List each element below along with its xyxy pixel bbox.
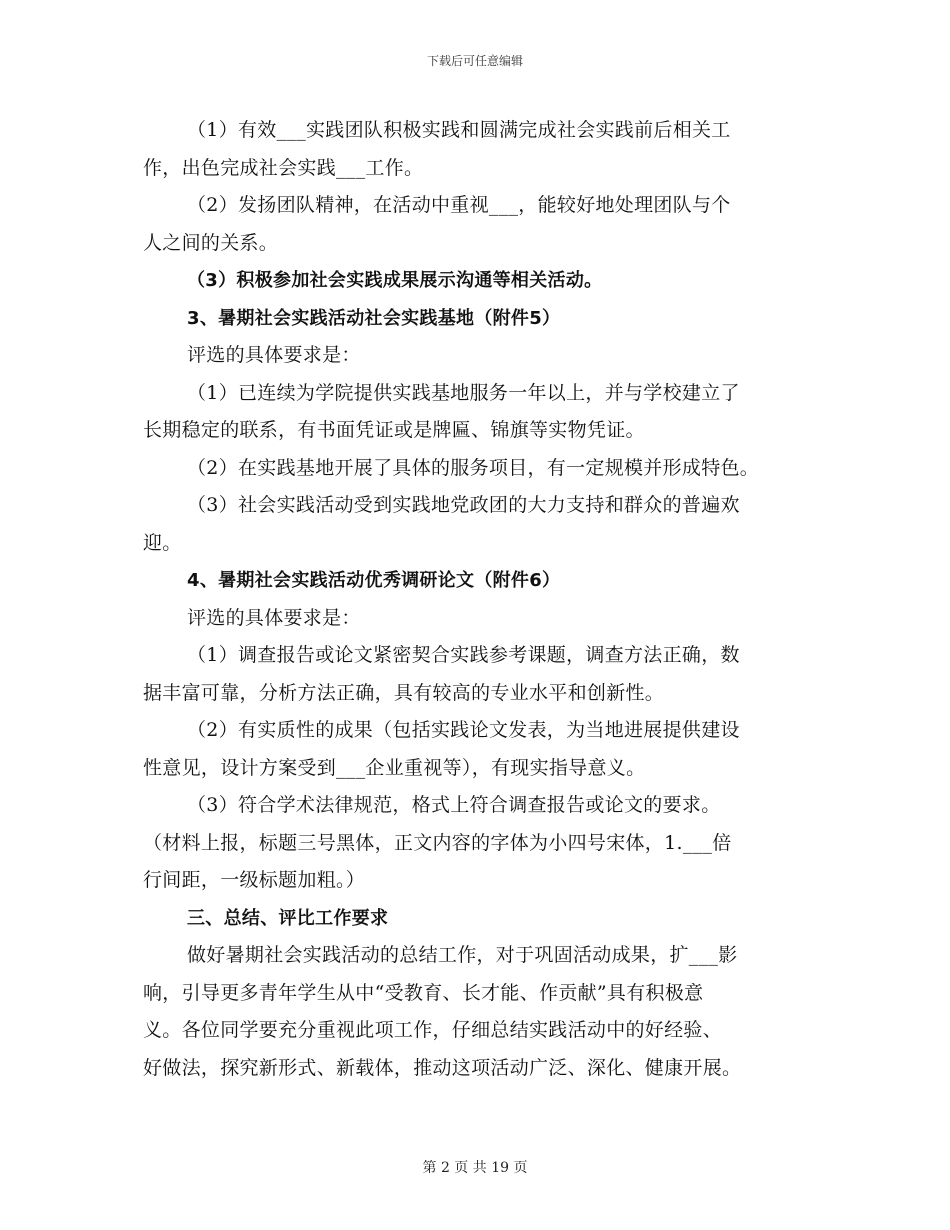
paragraph-line: （3）符合学术法律规范，格式上符合调查报告或论文的要求。 bbox=[187, 794, 721, 816]
paragraph-line: 好做法，探究新形式、新载体，推动这项活动广泛、深化、健康开展。 bbox=[143, 1056, 742, 1079]
paragraph-line: 行间距，一级标题加粗。） bbox=[143, 869, 366, 891]
paragraph-line: （3）社会实践活动受到实践地党政团的大力支持和群众的普遍欢 bbox=[187, 494, 740, 516]
bold-paragraph-line: （3）积极参加社会实践成果展示沟通等相关活动。 bbox=[187, 270, 603, 291]
paragraph-line: 性意见，设计方案受到___企业重视等），有现实指导意义。 bbox=[143, 756, 646, 779]
page-footer: 第 2 页 共 19 页 bbox=[422, 1160, 528, 1176]
page-header: 下载后可任意编辑 bbox=[426, 54, 523, 68]
paragraph-line: （材料上报，标题三号黑体，正文内容的字体为小四号宋体，1.___倍 bbox=[143, 831, 732, 854]
section-heading: 三、总结、评比工作要求 bbox=[187, 907, 389, 929]
paragraph-line: （2）发扬团队精神，在活动中重视___，能较好地处理团队与个 bbox=[187, 194, 731, 216]
section-heading: 3、暑期社会实践活动社会实践基地（附件5） bbox=[187, 307, 561, 329]
paragraph-line: 评选的具体要求是： bbox=[187, 344, 361, 366]
paragraph-line: （1）有效___实践团队积极实践和圆满完成社会实践前后相关工 bbox=[187, 119, 731, 141]
paragraph-line: 响，引导更多青年学生从中“受教育、长才能、作贡献”具有积极意 bbox=[143, 981, 704, 1004]
paragraph-line: （2）在实践基地开展了具体的服务项目，有一定规模并形成特色。 bbox=[187, 456, 760, 479]
paragraph-line: 评选的具体要求是： bbox=[187, 606, 361, 629]
paragraph-line: 长期稳定的联系，有书面凭证或是牌匾、锦旗等实物凭证。 bbox=[143, 419, 645, 441]
paragraph-line: 作，出色完成社会实践___工作。 bbox=[143, 156, 424, 179]
paragraph-line: 义。各位同学要充分重视此项工作，仔细总结实践活动中的好经验、 bbox=[143, 1019, 723, 1041]
paragraph-line: 迎。 bbox=[143, 531, 182, 554]
paragraph-line: 做好暑期社会实践活动的总结工作，对于巩固活动成果，扩___影 bbox=[187, 944, 738, 966]
paragraph-line: （1）已连续为学院提供实践基地服务一年以上，并与学校建立了 bbox=[187, 381, 740, 404]
document-body bbox=[143, 112, 815, 1087]
paragraph-line: 据丰富可靠，分析方法正确，具有较高的专业水平和创新性。 bbox=[143, 681, 665, 704]
paragraph-line: 人之间的关系。 bbox=[143, 231, 279, 254]
paragraph-line: （2）有实质性的成果（包括实践论文发表，为当地进展提供建设 bbox=[187, 719, 740, 741]
section-heading: 4、暑期社会实践活动优秀调研论文（附件6） bbox=[187, 570, 561, 591]
paragraph-line: （1）调查报告或论文紧密契合实践参考课题，调查方法正确，数 bbox=[187, 644, 740, 666]
